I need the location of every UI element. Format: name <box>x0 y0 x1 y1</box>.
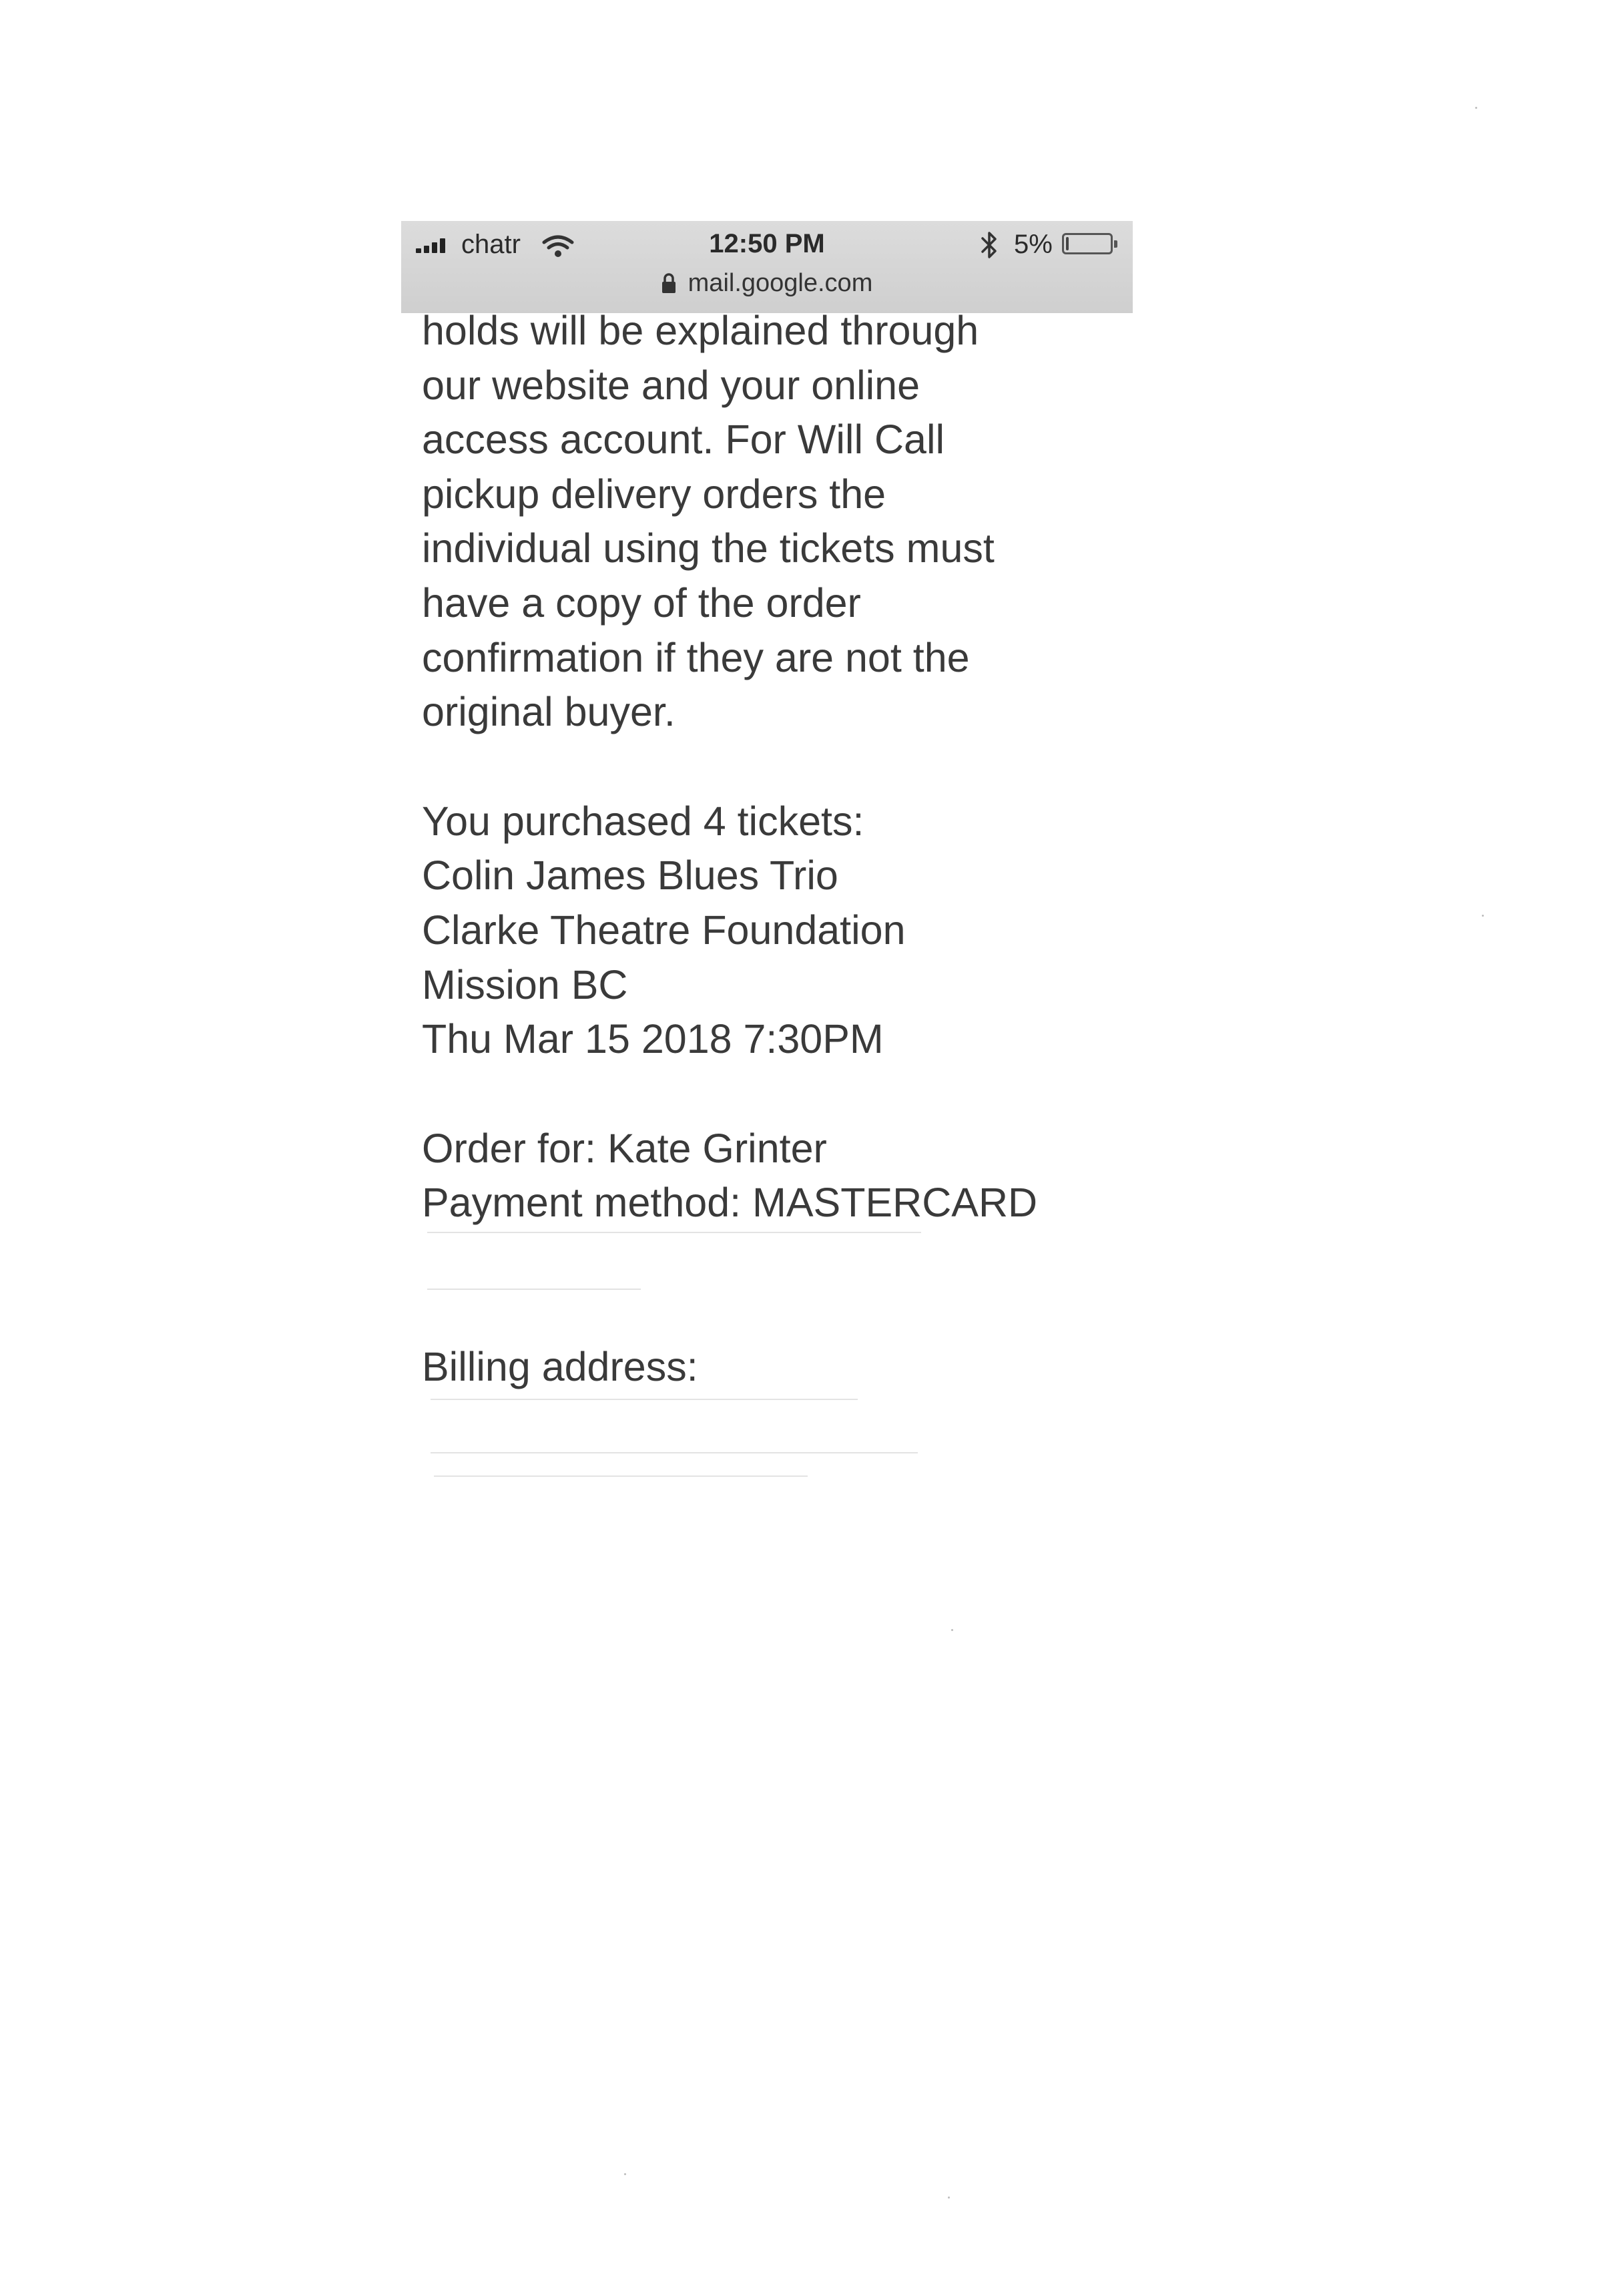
intro-line: original buyer. <box>422 689 676 735</box>
event-datetime: Thu Mar 15 2018 7:30PM <box>422 1016 884 1062</box>
scan-speck <box>948 2197 950 2199</box>
scan-speck <box>624 2173 626 2175</box>
redacted-line <box>431 1399 858 1400</box>
redacted-line <box>427 1232 921 1233</box>
scan-speck <box>1475 107 1477 109</box>
battery-level-fill <box>1066 237 1069 250</box>
redacted-line <box>434 1475 808 1477</box>
scan-speck <box>951 1629 953 1631</box>
purchase-summary: You purchased 4 tickets: <box>422 798 864 844</box>
bluetooth-icon <box>979 230 999 260</box>
intro-line: our website and your online <box>422 362 920 408</box>
intro-line: holds will be explained through <box>422 308 979 353</box>
battery-icon <box>1062 233 1113 254</box>
intro-line: pickup delivery orders the <box>422 471 886 517</box>
address-bar[interactable] <box>401 268 1133 298</box>
battery-percent: 5% <box>1014 230 1053 259</box>
venue-location: Mission BC <box>422 961 628 1007</box>
phone-status-bar <box>401 221 1133 313</box>
lock-icon <box>661 272 676 294</box>
status-clock: 12:50 PM <box>709 229 825 258</box>
order-for: Order for: Kate Grinter <box>422 1125 827 1171</box>
intro-line: individual using the tickets must <box>422 525 995 571</box>
venue-name: Clarke Theatre Foundation <box>422 907 906 953</box>
payment-method: Payment method: MASTERCARD <box>422 1180 1038 1226</box>
scan-speck <box>1482 915 1484 917</box>
intro-line: access account. For Will Call <box>422 417 945 463</box>
redacted-line <box>427 1289 641 1290</box>
billing-address-label: Billing address: <box>422 1343 698 1389</box>
event-name: Colin James Blues Trio <box>422 853 838 899</box>
carrier-name: chatr <box>461 230 521 259</box>
email-message-body <box>422 304 1156 1395</box>
intro-line: confirmation if they are not the <box>422 634 970 680</box>
intro-line: have a copy of the order <box>422 580 861 626</box>
redacted-line <box>431 1452 918 1453</box>
url-text: mail.google.com <box>688 269 873 297</box>
